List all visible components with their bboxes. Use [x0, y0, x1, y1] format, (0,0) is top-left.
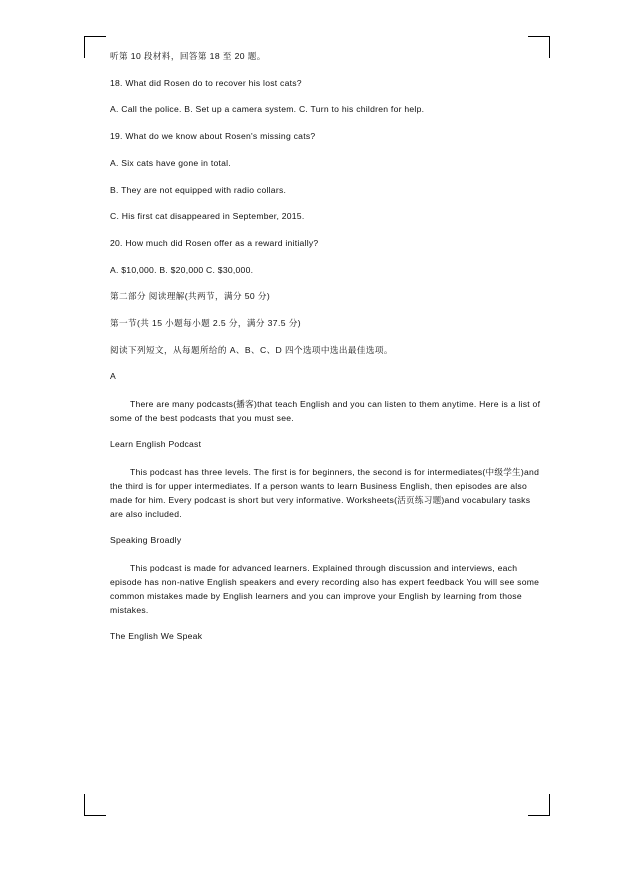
heading-the-english-we-speak: The English We Speak — [110, 631, 203, 642]
question-18: 18. What did Rosen do to recover his lost cats? — [110, 77, 302, 88]
document-body — [110, 50, 542, 657]
crop-mark-bottom-right — [528, 794, 550, 816]
question-19-option-c: C. His first cat disappeared in September, 2015. — [110, 211, 305, 222]
passage-intro-paragraph: There are many podcasts(播客)that teach English and you can listen to them anytime. Here is a list of some of the best podcasts that you must see. — [110, 399, 541, 424]
crop-mark-bottom-left — [84, 794, 106, 816]
question-19-option-a: A. Six cats have gone in total. — [110, 157, 231, 168]
heading-speaking-broadly: Speaking Broadly — [110, 535, 182, 546]
question-20-options: A. $10,000. B. $20,000 C. $30,000. — [110, 264, 254, 275]
part-two-heading: 第二部分 阅读理解(共两节，满分 50 分) — [110, 291, 271, 302]
body-learn-english-podcast: This podcast has three levels. The first is for beginners, the second is for intermediates(中级学生)and the third is for upper intermediates. If a person wants to learn Business English, then episodes are also made for him. Every podcast is short but very informative. Worksheets(活页练习题)and vocabulary tasks are also included. — [110, 466, 540, 520]
heading-learn-english-podcast: Learn English Podcast — [110, 439, 202, 450]
body-speaking-broadly: This podcast is made for advanced learners. Explained through discussion and interviews, each episode has non-native English speakers and every recording also has expert feedback You will see some common mistakes made by English learners and you can improve your English by learning from those mistakes. — [110, 562, 540, 616]
question-19-option-b: B. They are not equipped with radio collars. — [110, 184, 287, 195]
section-one-heading: 第一节(共 15 小题每小题 2.5 分，满分 37.5 分) — [110, 318, 301, 329]
listening-instruction: 听第 10 段材料，回答第 18 至 20 题。 — [110, 51, 266, 61]
passage-label-a: A — [110, 371, 116, 382]
question-18-options: A. Call the police. B. Set up a camera system. C. Turn to his children for help. — [110, 104, 425, 115]
crop-mark-top-left — [84, 36, 106, 58]
question-20: 20. How much did Rosen offer as a reward initially? — [110, 237, 319, 248]
question-19: 19. What do we know about Rosen's missing cats? — [110, 131, 316, 142]
section-one-instruction: 阅读下列短文，从每题所给的 A、B、C、D 四个选项中选出最佳选项。 — [110, 344, 393, 355]
